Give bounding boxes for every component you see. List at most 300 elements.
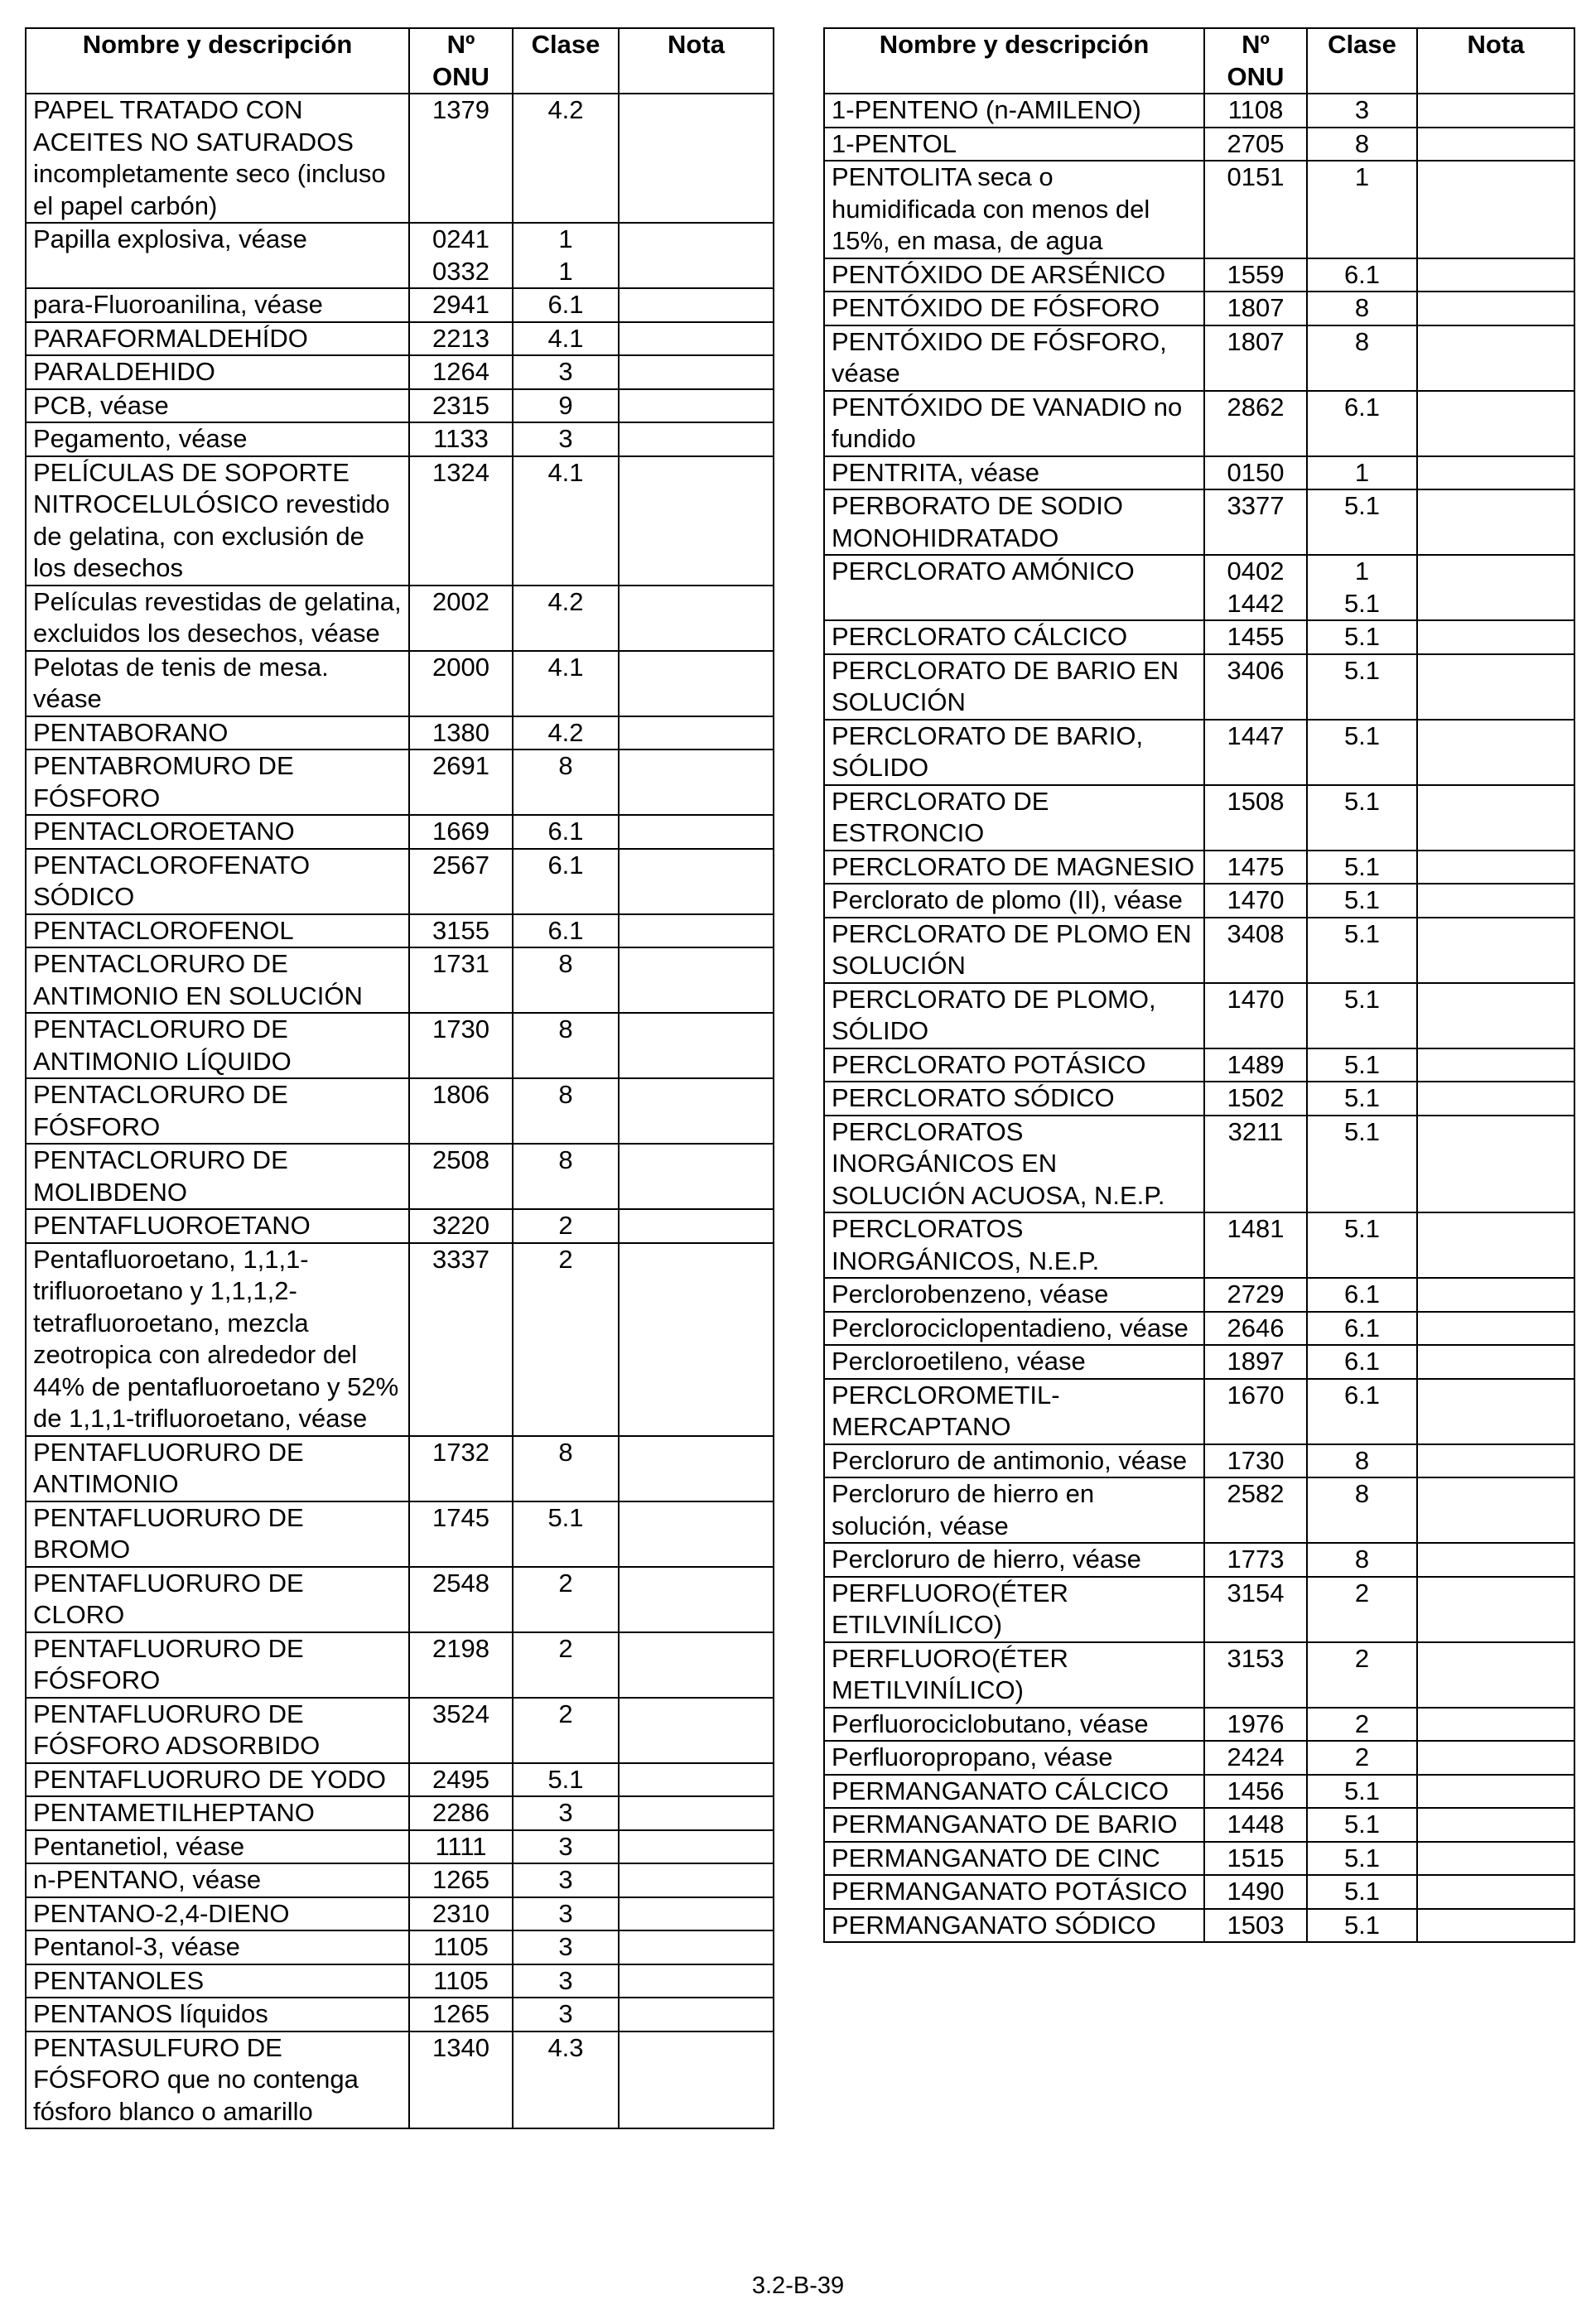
cell-name: PENTABORANO: [26, 716, 409, 750]
page-number: 3.2-B-39: [751, 2272, 845, 2299]
table-row: [824, 1741, 1574, 1775]
cell-onu: 1456: [1204, 1775, 1307, 1809]
cell-clase: 2: [513, 1243, 619, 1436]
cell-onu: 1807: [1204, 325, 1307, 391]
cell-nota: [619, 1013, 774, 1078]
table-row: [26, 651, 774, 716]
cell-clase: 8: [513, 1078, 619, 1144]
cell-onu: 1745: [409, 1501, 513, 1567]
cell-name: PENTRITA, véase: [824, 456, 1204, 490]
cell-clase: 4.3: [513, 2032, 619, 2129]
cell-nota: [1417, 128, 1574, 161]
cell-name: PARALDEHIDO: [26, 355, 409, 389]
cell-clase: 3: [513, 1863, 619, 1897]
table-row: [26, 389, 774, 423]
cell-clase: 8: [513, 1144, 619, 1209]
cell-name: Percloruro de hierro, véase: [824, 1543, 1204, 1577]
cell-onu: 3337: [409, 1243, 513, 1436]
table-row: [26, 1078, 774, 1144]
cell-name: PERMANGANATO SÓDICO: [824, 1909, 1204, 1943]
header-onu: Nº ONU: [409, 28, 513, 94]
cell-onu: 2582: [1204, 1477, 1307, 1543]
cell-nota: [1417, 1212, 1574, 1278]
cell-clase: 5.1: [1307, 1875, 1417, 1909]
cell-name: Películas revestidas de gelatina, excluidos los desechos, véase: [26, 586, 409, 651]
table-row: [824, 720, 1574, 785]
cell-clase: 1 1: [513, 223, 619, 288]
cell-name: PENTAFLUORURO DE FÓSFORO ADSORBIDO: [26, 1698, 409, 1763]
cell-name: para-Fluoroanilina, véase: [26, 288, 409, 322]
cell-clase: 3: [513, 1897, 619, 1931]
cell-nota: [1417, 1909, 1574, 1943]
table-row: [26, 1796, 774, 1830]
cell-name: PENTANO-2,4-DIENO: [26, 1897, 409, 1931]
cell-onu: 2941: [409, 288, 513, 322]
table-row: [26, 1698, 774, 1763]
cell-name: PERMANGANATO CÁLCICO: [824, 1775, 1204, 1809]
cell-nota: [1417, 1477, 1574, 1543]
cell-onu: 1340: [409, 2032, 513, 2129]
cell-nota: [619, 1144, 774, 1209]
cell-onu: 1515: [1204, 1842, 1307, 1876]
cell-onu: 1976: [1204, 1708, 1307, 1742]
cell-onu: 1559: [1204, 258, 1307, 292]
cell-name: Pelotas de tenis de mesa. véase: [26, 651, 409, 716]
cell-name: PENTACLORURO DE MOLIBDENO: [26, 1144, 409, 1209]
table-row: [824, 1875, 1574, 1909]
cell-clase: 5.1: [1307, 1808, 1417, 1842]
cell-onu: 2000: [409, 651, 513, 716]
table-row: [824, 1379, 1574, 1444]
cell-onu: 1379: [409, 94, 513, 223]
cell-onu: 1508: [1204, 785, 1307, 851]
cell-clase: 2: [1307, 1642, 1417, 1708]
table-row: [26, 288, 774, 322]
cell-clase: 2: [513, 1632, 619, 1698]
cell-nota: [619, 1897, 774, 1931]
cell-nota: [619, 1078, 774, 1144]
cell-nota: [1417, 884, 1574, 918]
cell-clase: 5.1: [1307, 1082, 1417, 1116]
cell-onu: 3154: [1204, 1577, 1307, 1642]
cell-name: Percloroetileno, véase: [824, 1345, 1204, 1379]
cell-name: PERCLORATO AMÓNICO: [824, 555, 1204, 620]
dangerous-goods-table-right: [823, 27, 1575, 1943]
table-row: [26, 749, 774, 815]
cell-nota: [1417, 1775, 1574, 1809]
table-row: [26, 2032, 774, 2129]
cell-clase: 5.1: [1307, 983, 1417, 1048]
cell-name: PERCLORATO DE PLOMO, SÓLIDO: [824, 983, 1204, 1048]
cell-onu: 1264: [409, 355, 513, 389]
cell-name: PERCLORATOS INORGÁNICOS EN SOLUCIÓN ACUOSA, N.E.P.: [824, 1116, 1204, 1213]
cell-clase: 3: [1307, 94, 1417, 128]
cell-nota: [1417, 654, 1574, 720]
cell-onu: 1324: [409, 456, 513, 586]
cell-clase: 3: [513, 1830, 619, 1864]
cell-name: PERFLUORO(ÉTER ETILVINÍLICO): [824, 1577, 1204, 1642]
cell-clase: 5.1: [1307, 489, 1417, 555]
table-row: [26, 94, 774, 223]
cell-clase: 6.1: [1307, 258, 1417, 292]
cell-name: PARAFORMALDEHÍDO: [26, 322, 409, 356]
cell-clase: 8: [1307, 292, 1417, 325]
table-row: [26, 1763, 774, 1797]
cell-name: PENTAFLUORURO DE YODO: [26, 1763, 409, 1797]
cell-onu: 1380: [409, 716, 513, 750]
cell-nota: [1417, 1278, 1574, 1312]
cell-nota: [1417, 720, 1574, 785]
cell-clase: 1: [1307, 456, 1417, 490]
cell-name: PENTACLORURO DE FÓSFORO: [26, 1078, 409, 1144]
cell-nota: [1417, 292, 1574, 325]
cell-onu: 1730: [1204, 1444, 1307, 1478]
table-row: [26, 914, 774, 948]
table-row: [824, 1642, 1574, 1708]
table-row: [824, 918, 1574, 983]
cell-clase: 3: [513, 1930, 619, 1964]
cell-nota: [619, 914, 774, 948]
table-row: [26, 1013, 774, 1078]
cell-nota: [619, 456, 774, 586]
cell-nota: [619, 1243, 774, 1436]
cell-name: Perclorobenzeno, véase: [824, 1278, 1204, 1312]
table-row: [824, 1477, 1574, 1543]
cell-nota: [1417, 1808, 1574, 1842]
table-row: [26, 586, 774, 651]
cell-onu: 2286: [409, 1796, 513, 1830]
cell-nota: [619, 849, 774, 914]
cell-name: PENTAFLUORURO DE BROMO: [26, 1501, 409, 1567]
cell-onu: 2729: [1204, 1278, 1307, 1312]
cell-clase: 2: [1307, 1741, 1417, 1775]
table-row: [26, 947, 774, 1013]
cell-clase: 6.1: [1307, 1312, 1417, 1346]
table-row: [824, 1909, 1574, 1943]
cell-clase: 8: [1307, 1477, 1417, 1543]
cell-name: PERCLORATO CÁLCICO: [824, 620, 1204, 654]
cell-nota: [619, 1436, 774, 1501]
cell-nota: [619, 1209, 774, 1243]
cell-onu: 1670: [1204, 1379, 1307, 1444]
cell-onu: 2567: [409, 849, 513, 914]
table-row: [824, 1048, 1574, 1082]
cell-name: PENTÓXIDO DE ARSÉNICO: [824, 258, 1204, 292]
cell-onu: 2691: [409, 749, 513, 815]
cell-onu: 2705: [1204, 128, 1307, 161]
cell-name: PENTANOLES: [26, 1964, 409, 1998]
cell-nota: [1417, 456, 1574, 490]
cell-clase: 5.1: [1307, 1212, 1417, 1278]
cell-nota: [619, 716, 774, 750]
table-row: [824, 1842, 1574, 1876]
table-row: [824, 654, 1574, 720]
cell-onu: 1470: [1204, 884, 1307, 918]
table-row: [824, 884, 1574, 918]
cell-name: PENTAFLUOROETANO: [26, 1209, 409, 1243]
cell-onu: 0151: [1204, 161, 1307, 258]
cell-clase: 8: [513, 1436, 619, 1501]
dangerous-goods-table-left: [25, 27, 774, 2129]
table-row: [26, 1863, 774, 1897]
table-row: [824, 1082, 1574, 1116]
cell-nota: [1417, 1048, 1574, 1082]
table-row: [824, 161, 1574, 258]
table-row: [26, 355, 774, 389]
table-row: [824, 456, 1574, 490]
cell-name: Pentafluoroetano, 1,1,1-trifluoroetano y 1,1,1,2-tetrafluoroetano, mezcla zeotropica con alrededor del 44% de pentafluoroetano y 52% de 1,1,1-trifluoroetano, véase: [26, 1243, 409, 1436]
cell-onu: 1731: [409, 947, 513, 1013]
cell-onu: 3377: [1204, 489, 1307, 555]
cell-name: PENTABROMURO DE FÓSFORO: [26, 749, 409, 815]
cell-clase: 8: [513, 947, 619, 1013]
cell-onu: 1108: [1204, 94, 1307, 128]
cell-onu: 1730: [409, 1013, 513, 1078]
cell-name: PERMANGANATO DE CINC: [824, 1842, 1204, 1876]
table-row: [824, 128, 1574, 161]
cell-name: PERCLORATO SÓDICO: [824, 1082, 1204, 1116]
table-row: [26, 1930, 774, 1964]
cell-name: PERCLOROMETIL-MERCAPTANO: [824, 1379, 1204, 1444]
cell-nota: [1417, 1741, 1574, 1775]
cell-nota: [1417, 851, 1574, 884]
cell-name: PERCLORATO DE BARIO EN SOLUCIÓN: [824, 654, 1204, 720]
cell-nota: [619, 1796, 774, 1830]
cell-name: PENTACLORURO DE ANTIMONIO LÍQUIDO: [26, 1013, 409, 1078]
cell-clase: 2: [513, 1209, 619, 1243]
table-row: [824, 1444, 1574, 1478]
cell-onu: 3408: [1204, 918, 1307, 983]
table-row: [824, 555, 1574, 620]
cell-name: PENTOLITA seca o humidificada con menos del 15%, en masa, de agua: [824, 161, 1204, 258]
cell-nota: [619, 586, 774, 651]
cell-onu: 1455: [1204, 620, 1307, 654]
cell-name: 1-PENTOL: [824, 128, 1204, 161]
table-row: [26, 322, 774, 356]
cell-name: PERCLORATO DE MAGNESIO: [824, 851, 1204, 884]
cell-name: PERCLORATO POTÁSICO: [824, 1048, 1204, 1082]
cell-clase: 6.1: [1307, 1345, 1417, 1379]
table-row: [26, 1897, 774, 1931]
cell-name: Papilla explosiva, véase: [26, 223, 409, 288]
cell-nota: [1417, 1312, 1574, 1346]
table-row: [824, 1116, 1574, 1213]
cell-name: PENTAMETILHEPTANO: [26, 1796, 409, 1830]
table-row: [824, 1278, 1574, 1312]
cell-clase: 1: [1307, 161, 1417, 258]
cell-name: PENTAFLUORURO DE ANTIMONIO: [26, 1436, 409, 1501]
cell-clase: 3: [513, 355, 619, 389]
cell-nota: [1417, 391, 1574, 456]
cell-clase: 8: [1307, 1543, 1417, 1577]
cell-nota: [1417, 1116, 1574, 1213]
table-row: [26, 1243, 774, 1436]
cell-clase: 4.2: [513, 586, 619, 651]
cell-nota: [1417, 1842, 1574, 1876]
cell-name: PENTASULFURO DE FÓSFORO que no contenga fósforo blanco o amarillo: [26, 2032, 409, 2129]
cell-onu: 1265: [409, 1863, 513, 1897]
cell-onu: 0402 1442: [1204, 555, 1307, 620]
cell-name: PAPEL TRATADO CON ACEITES NO SATURADOS incompletamente seco (incluso el papel carbón): [26, 94, 409, 223]
cell-clase: 5.1: [1307, 918, 1417, 983]
cell-clase: 3: [513, 1998, 619, 2032]
cell-clase: 8: [1307, 325, 1417, 391]
cell-onu: 1481: [1204, 1212, 1307, 1278]
table-row: [824, 325, 1574, 391]
cell-onu: 1447: [1204, 720, 1307, 785]
cell-onu: 1105: [409, 1930, 513, 1964]
header-nota: Nota: [1417, 28, 1574, 94]
cell-clase: 5.1: [1307, 884, 1417, 918]
cell-clase: 1 5.1: [1307, 555, 1417, 620]
cell-onu: 1773: [1204, 1543, 1307, 1577]
cell-clase: 4.1: [513, 651, 619, 716]
cell-nota: [619, 1930, 774, 1964]
cell-onu: 3153: [1204, 1642, 1307, 1708]
header-name: Nombre y descripción: [824, 28, 1204, 94]
cell-name: PENTAFLUORURO DE CLORO: [26, 1567, 409, 1632]
header-onu: Nº ONU: [1204, 28, 1307, 94]
cell-clase: 3: [513, 1964, 619, 1998]
cell-name: PERCLORATO DE ESTRONCIO: [824, 785, 1204, 851]
cell-clase: 2: [513, 1567, 619, 1632]
cell-onu: 1475: [1204, 851, 1307, 884]
cell-clase: 5.1: [1307, 1048, 1417, 1082]
cell-onu: 2198: [409, 1632, 513, 1698]
cell-onu: 1732: [409, 1436, 513, 1501]
cell-name: Perclorato de plomo (II), véase: [824, 884, 1204, 918]
cell-onu: 2424: [1204, 1741, 1307, 1775]
cell-onu: 2548: [409, 1567, 513, 1632]
cell-clase: 5.1: [513, 1501, 619, 1567]
cell-nota: [619, 288, 774, 322]
cell-nota: [1417, 918, 1574, 983]
cell-clase: 6.1: [1307, 1379, 1417, 1444]
cell-nota: [619, 1698, 774, 1763]
cell-nota: [1417, 1875, 1574, 1909]
table-row: [824, 1577, 1574, 1642]
table-row: [824, 1312, 1574, 1346]
cell-onu: 1265: [409, 1998, 513, 2032]
cell-onu: 1502: [1204, 1082, 1307, 1116]
cell-name: PCB, véase: [26, 389, 409, 423]
table-row: [26, 1964, 774, 1998]
cell-clase: 3: [513, 422, 619, 456]
cell-name: PERFLUORO(ÉTER METILVINÍLICO): [824, 1642, 1204, 1708]
cell-onu: 1133: [409, 422, 513, 456]
cell-name: Percloruro de antimonio, véase: [824, 1444, 1204, 1478]
cell-nota: [1417, 1444, 1574, 1478]
table-row: [26, 1501, 774, 1567]
cell-clase: 8: [1307, 1444, 1417, 1478]
cell-nota: [619, 1501, 774, 1567]
cell-name: PENTÓXIDO DE FÓSFORO: [824, 292, 1204, 325]
table-row: [824, 851, 1574, 884]
table-row: [824, 1345, 1574, 1379]
table-row: [824, 1808, 1574, 1842]
cell-clase: 5.1: [1307, 785, 1417, 851]
table-row: [824, 94, 1574, 128]
table-row: [26, 1830, 774, 1864]
cell-clase: 4.1: [513, 456, 619, 586]
cell-nota: [619, 1964, 774, 1998]
cell-onu: 2862: [1204, 391, 1307, 456]
cell-name: Pentanol-3, véase: [26, 1930, 409, 1964]
header-clase: Clase: [513, 28, 619, 94]
cell-onu: 3155: [409, 914, 513, 948]
cell-onu: 1489: [1204, 1048, 1307, 1082]
cell-name: PERBORATO DE SODIO MONOHIDRATADO: [824, 489, 1204, 555]
cell-clase: 5.1: [1307, 654, 1417, 720]
table-row: [26, 223, 774, 288]
cell-clase: 8: [513, 749, 619, 815]
cell-clase: 5.1: [1307, 1116, 1417, 1213]
cell-name: PENTACLOROFENOL: [26, 914, 409, 948]
cell-nota: [619, 651, 774, 716]
table-row: [26, 815, 774, 849]
table-header-row: [824, 28, 1574, 94]
cell-name: PENTANOS líquidos: [26, 1998, 409, 2032]
cell-onu: 2213: [409, 322, 513, 356]
cell-name: n-PENTANO, véase: [26, 1863, 409, 1897]
table-row: [824, 1212, 1574, 1278]
cell-nota: [619, 2032, 774, 2129]
cell-clase: 3: [513, 1796, 619, 1830]
header-clase: Clase: [1307, 28, 1417, 94]
table-row: [824, 391, 1574, 456]
cell-nota: [1417, 1642, 1574, 1708]
cell-name: PERMANGANATO DE BARIO: [824, 1808, 1204, 1842]
cell-onu: 0150: [1204, 456, 1307, 490]
cell-onu: 1503: [1204, 1909, 1307, 1943]
table-row: [824, 1775, 1574, 1809]
cell-nota: [619, 1567, 774, 1632]
cell-nota: [619, 749, 774, 815]
cell-nota: [619, 1863, 774, 1897]
cell-nota: [619, 355, 774, 389]
cell-nota: [1417, 785, 1574, 851]
cell-clase: 2: [1307, 1577, 1417, 1642]
cell-clase: 6.1: [1307, 391, 1417, 456]
cell-clase: 4.2: [513, 94, 619, 223]
cell-name: Perclorociclopentadieno, véase: [824, 1312, 1204, 1346]
cell-name: Perfluoropropano, véase: [824, 1741, 1204, 1775]
cell-name: 1-PENTENO (n-AMILENO): [824, 94, 1204, 128]
cell-nota: [1417, 1543, 1574, 1577]
cell-name: PENTÓXIDO DE VANADIO no fundido: [824, 391, 1204, 456]
cell-clase: 5.1: [513, 1763, 619, 1797]
cell-name: PENTACLOROFENATO SÓDICO: [26, 849, 409, 914]
cell-clase: 6.1: [513, 815, 619, 849]
cell-nota: [1417, 983, 1574, 1048]
table-row: [824, 620, 1574, 654]
cell-nota: [619, 1830, 774, 1864]
cell-onu: 3211: [1204, 1116, 1307, 1213]
cell-onu: 3220: [409, 1209, 513, 1243]
cell-onu: 1111: [409, 1830, 513, 1864]
table-body-left: [26, 94, 774, 2128]
cell-nota: [619, 1632, 774, 1698]
cell-name: PENTACLORURO DE ANTIMONIO EN SOLUCIÓN: [26, 947, 409, 1013]
table-row: [26, 1998, 774, 2032]
table-row: [26, 422, 774, 456]
cell-clase: 5.1: [1307, 1842, 1417, 1876]
cell-onu: 2002: [409, 586, 513, 651]
cell-clase: 2: [513, 1698, 619, 1763]
cell-clase: 5.1: [1307, 1909, 1417, 1943]
cell-clase: 6.1: [513, 849, 619, 914]
cell-clase: 5.1: [1307, 1775, 1417, 1809]
